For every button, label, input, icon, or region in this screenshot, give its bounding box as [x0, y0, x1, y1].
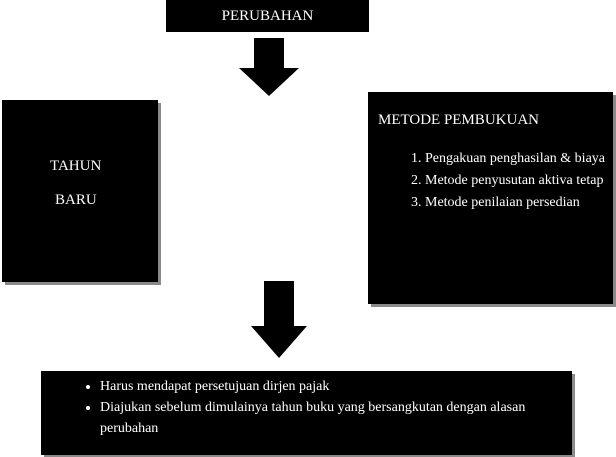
syarat-box [41, 371, 572, 455]
perubahan-box [166, 0, 369, 32]
metode-list [401, 148, 616, 214]
metode-list-item-3: 3. Metode penilaian persedian [425, 192, 616, 214]
metode-pembukuan-box [368, 92, 613, 304]
syarat-list-item-2: • Diajukan sebelum dimulainya tahun buku yang bersangkutan dengan alasan perubahan [100, 397, 540, 439]
metode-pembukuan-title: METODE PEMBUKUAN [378, 112, 539, 128]
tahun-label: TAHUN [50, 158, 102, 174]
perubahan-label: PERUBAHAN [221, 7, 314, 24]
metode-list-item-1: 1. Pengakuan penghasilan & biaya [425, 148, 616, 170]
baru-label: BARU [55, 192, 97, 208]
metode-list-item-2: 2. Metode penyusutan aktiva tetap [425, 170, 616, 192]
down-arrow-icon [239, 38, 299, 96]
syarat-list [75, 376, 540, 439]
syarat-list-item-1: • Harus mendapat persetujuan dirjen pajak [100, 376, 540, 397]
down-arrow-icon [251, 281, 307, 358]
tahun-baru-box [2, 100, 158, 282]
